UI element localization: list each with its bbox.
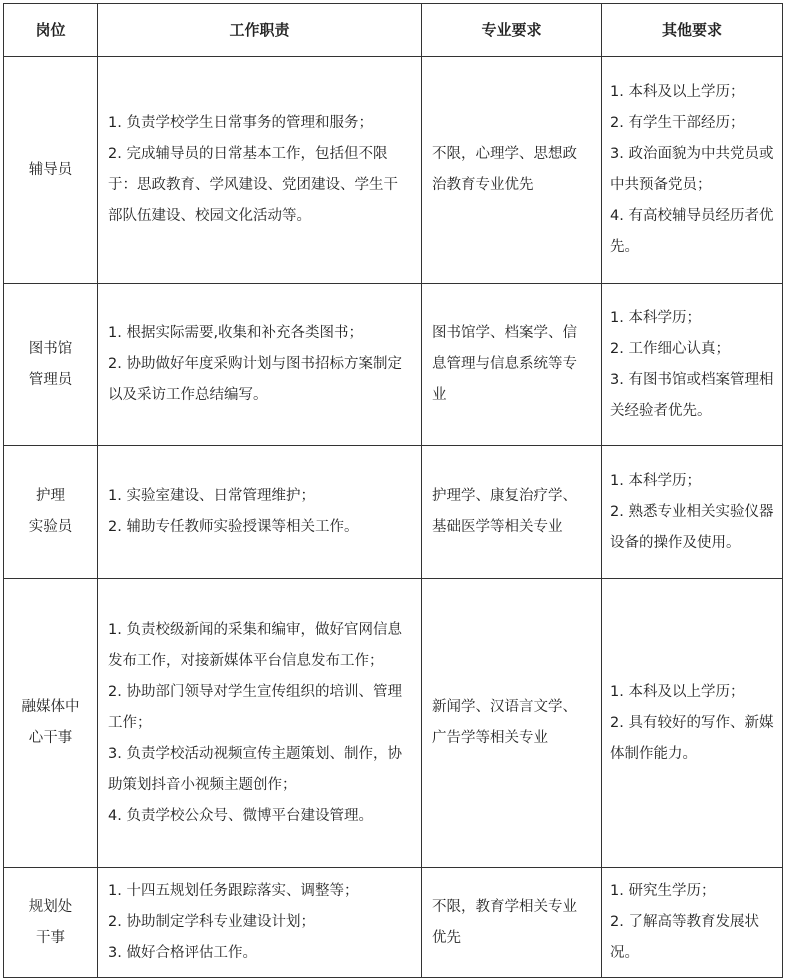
table-row bbox=[4, 284, 783, 446]
duty-item: 2. 完成辅导员的日常基本工作，包括但不限于：思政教育、学风建设、党团建设、学生干部队伍建设、校园文化活动等。 bbox=[108, 146, 398, 224]
other-cell bbox=[602, 868, 783, 978]
other-cell bbox=[602, 446, 783, 579]
requirement-item: 1. 本科及以上学历； bbox=[610, 683, 745, 700]
requirement-item: 1. 本科学历； bbox=[610, 309, 701, 326]
duty-item: 2. 协助部门领导对学生宣传组织的培训、管理工作； bbox=[108, 683, 402, 731]
position-cell bbox=[4, 446, 98, 579]
header-duties: 工作职责 bbox=[98, 4, 422, 57]
major-cell: 新闻学、汉语言文学、广告学等相关专业 bbox=[422, 579, 602, 868]
duty-item: 1. 负责校级新闻的采集和编审，做好官网信息发布工作，对接新媒体平台信息发布工作； bbox=[108, 621, 402, 669]
requirement-item: 2. 有学生干部经历； bbox=[610, 115, 745, 131]
table-row bbox=[4, 868, 783, 978]
position-text: 规划处 bbox=[28, 898, 73, 915]
position-text: 干事 bbox=[36, 929, 65, 946]
table-row bbox=[4, 57, 783, 284]
major-cell: 不限，教育学相关专业优先 bbox=[422, 868, 602, 978]
position-text: 融媒体中 bbox=[21, 699, 80, 715]
position-text: 管理员 bbox=[28, 371, 73, 388]
duty-item: 1. 负责学校学生日常事务的管理和服务； bbox=[108, 115, 373, 131]
duties-cell bbox=[98, 579, 422, 868]
duty-item: 3. 负责学校活动视频宣传主题策划、制作，协助策划抖音小视频主题创作； bbox=[108, 745, 402, 793]
duty-item: 2. 协助制定学科专业建设计划； bbox=[108, 914, 315, 930]
position-cell bbox=[4, 284, 98, 446]
duty-item: 4. 负责学校公众号、微博平台建设管理。 bbox=[108, 807, 373, 824]
major-cell: 不限，心理学、思想政治教育专业优先 bbox=[422, 57, 602, 284]
requirement-item: 1. 研究生学历； bbox=[610, 883, 716, 899]
requirement-item: 2. 工作细心认真； bbox=[610, 340, 730, 357]
requirement-item: 2. 具有较好的写作、新媒体制作能力。 bbox=[610, 714, 774, 762]
position-cell bbox=[4, 868, 98, 978]
header-position: 岗位 bbox=[4, 4, 98, 57]
major-cell: 护理学、康复治疗学、基础医学等相关专业 bbox=[422, 446, 602, 579]
duty-item: 3. 做好合格评估工作。 bbox=[108, 945, 257, 961]
other-cell bbox=[602, 284, 783, 446]
requirement-item: 3. 有图书馆或档案管理相关经验者优先。 bbox=[610, 371, 774, 419]
position-cell bbox=[4, 579, 98, 868]
table-header-row bbox=[4, 4, 783, 57]
position-text: 辅导员 bbox=[28, 161, 73, 178]
other-cell bbox=[602, 579, 783, 868]
duty-item: 1. 十四五规划任务跟踪落实、调整等； bbox=[108, 883, 359, 899]
requirement-item: 2. 了解高等教育发展状况。 bbox=[610, 914, 759, 961]
duties-cell bbox=[98, 868, 422, 978]
other-cell bbox=[602, 57, 783, 284]
requirement-item: 1. 本科及以上学历； bbox=[610, 84, 745, 100]
header-other: 其他要求 bbox=[602, 4, 783, 57]
table-row bbox=[4, 446, 783, 579]
requirement-item: 4. 有高校辅导员经历者优先。 bbox=[610, 208, 774, 255]
table-row bbox=[4, 579, 783, 868]
requirement-item: 1. 本科学历； bbox=[610, 472, 701, 489]
header-major: 专业要求 bbox=[422, 4, 602, 57]
job-requirements-table bbox=[3, 3, 783, 978]
duty-item: 1. 根据实际需要,收集和补充各类图书； bbox=[108, 325, 364, 341]
duties-cell bbox=[98, 57, 422, 284]
duty-item: 2. 辅助专任教师实验授课等相关工作。 bbox=[108, 519, 359, 535]
major-cell: 图书馆学、档案学、信息管理与信息系统等专业 bbox=[422, 284, 602, 446]
position-text: 心干事 bbox=[28, 730, 73, 746]
duties-cell bbox=[98, 284, 422, 446]
requirement-item: 2. 熟悉专业相关实验仪器设备的操作及使用。 bbox=[610, 503, 774, 551]
position-text: 实验员 bbox=[28, 519, 73, 535]
duties-cell bbox=[98, 446, 422, 579]
duty-item: 2. 协助做好年度采购计划与图书招标方案制定以及采访工作总结编写。 bbox=[108, 356, 402, 403]
duty-item: 1. 实验室建设、日常管理维护； bbox=[108, 488, 315, 504]
position-text: 护理 bbox=[36, 488, 65, 504]
position-cell bbox=[4, 57, 98, 284]
requirement-item: 3. 政治面貌为中共党员或中共预备党员； bbox=[610, 146, 774, 193]
position-text: 图书馆 bbox=[28, 340, 73, 357]
